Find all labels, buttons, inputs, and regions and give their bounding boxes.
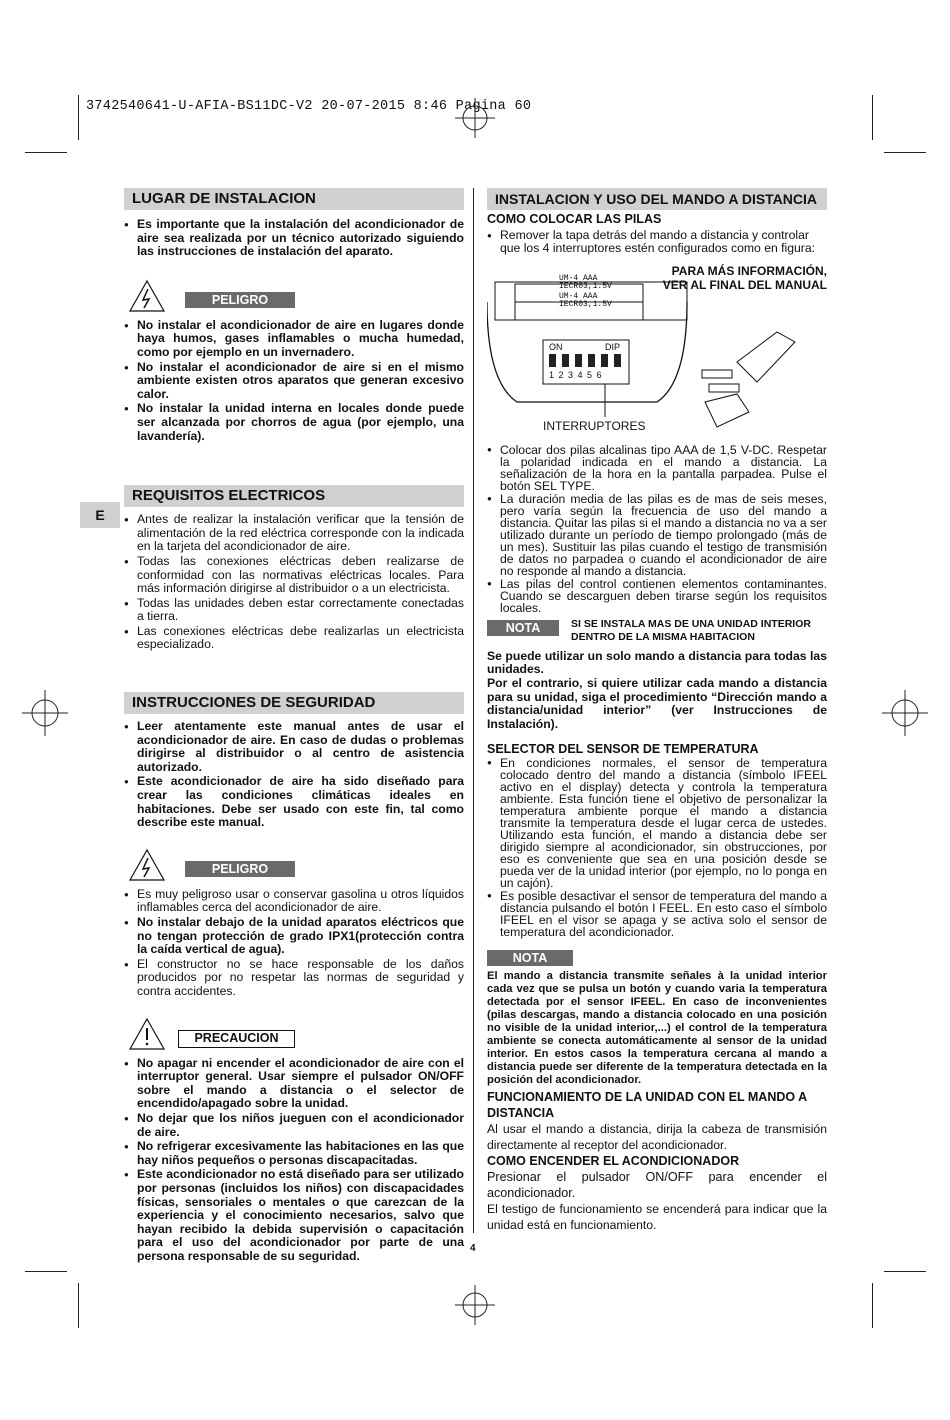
funcionamiento-body: Al usar el mando a distancia, dirija la cabeza de transmisión directamente al receptor del acondicionador. <box>487 1121 827 1152</box>
list-item: ● Las pilas del control contienen elementos contaminantes. Cuando se descarguen deben tirarse según los requisitos locales. <box>487 578 827 614</box>
right-column <box>487 188 827 1233</box>
list-item: ● Es importante que la instalación del acondicionador de aire sea realizada por un técnico autorizado siguiendo las instrucciones de instalación del aparato. <box>124 218 464 259</box>
list-item: ● No instalar la unidad interna en locales donde puede ser alcanzada por chorros de agua (por ejemplo, una lavandería). <box>124 402 464 443</box>
list-item: ● Antes de realizar la instalación verificar que la tensión de alimentación de la red eléctrica corresponde con la indicada en la tarjeta del acondicionador de aire. <box>124 513 464 554</box>
danger-label: PELIGRO <box>185 861 295 877</box>
list-item: ● No dejar que los niños jueguen con el acondicionador de aire. <box>124 1112 464 1139</box>
crop-mark <box>78 1283 79 1328</box>
list-item: ● No instalar el acondicionador de aire si en el mismo ambiente existen otros aparatos que generan excesivo calor. <box>124 361 464 402</box>
crop-mark <box>25 1271 67 1272</box>
column-divider <box>473 188 474 1233</box>
pilas-intro-list <box>487 229 827 256</box>
list-item: ● En condiciones normales, el sensor de temperatura colocado dentro del mando a distancia (símbolo IFEEL activo en el display) detecta y controla la temperatura ambiente. Esta función tiene el objetivo de personalizar la temperatura ambiente porque el mando a distancia transmite la temperatura desde el lugar cerca de ustedes. Utilizando esta función, el mando a distancia debe ser dirigido siempre al acondicionador, sin obstrucciones, por eso es conveniente que sea en una posición desde se pueda ver de la unidad interior (por ejemplo, no lo ponga en un cajón). <box>487 757 827 889</box>
list-item: ● No apagar ni encender el acondicionador de aire con el interruptor general. Usar siempre el pulsador ON/OFF sobre el mando a distancia o el selector de encendido/apagado sobre la unidad. <box>124 1057 464 1111</box>
list-item: ● No instalar debajo de la unidad aparatos eléctricos que no tengan protección de grado IPX1(protección contra la caída vertical de agua). <box>124 916 464 957</box>
list-item: ● Todas las unidades deben estar correctamente conectadas a tierra. <box>124 597 464 624</box>
caution-row <box>124 1017 464 1057</box>
battery-label: IECR03,1.5V <box>559 299 612 309</box>
left-column <box>124 188 464 1264</box>
nota-body: El mando a distancia transmite señales à la unidad interior cada vez que se pulsa un botón y cuando varia la temperatura detectada por el sensor IFEEL. En caso de inconvenientes (pilas descargas, mando a distancia colocado en una posición no visible de la unidad interior,...) el control de la temperatura ambiente se conecta automáticamente al sensor de la unidad interior. En estos casos la temperatura cercana al mando a distancia puede ser diferente de la temperatura detectada en la posición del acondicionador. <box>487 969 827 1086</box>
more-info-note: PARA MÁS INFORMACIÓN, VER AL FINAL DEL MANUAL <box>662 263 827 292</box>
registration-mark-right <box>882 690 928 736</box>
section-title-seguridad: INSTRUCCIONES DE SEGURIDAD <box>124 692 464 714</box>
exclamation-warning-icon <box>128 1017 166 1051</box>
crop-mark <box>78 95 79 140</box>
nota-body: Se puede utilizar un solo mando a distancia para todas las unidades. Por el contrario, si quiere utilizar cada mando a distancia para su unidad, siga el procedimiento “Dirección mando a distancia/unidad interior” (ver Instrucciones de Instalación). <box>487 648 827 731</box>
lugar-list <box>124 218 464 259</box>
switches-label: INTERRUPTORES <box>543 418 646 433</box>
dip-on-label: ON <box>549 341 563 352</box>
section-title-lugar: LUGAR DE INSTALACION <box>124 188 464 210</box>
caution-list <box>124 1057 464 1264</box>
list-item: ● Las conexiones eléctricas debe realizarlas un electricista especializado. <box>124 625 464 652</box>
list-item: ● Este acondicionador de aire ha sido diseñado para crear las condiciones climáticas ideales en habitaciones. Debe ser usado con este fin, tal como describe este manual. <box>124 775 464 829</box>
registration-mark-top <box>455 98 495 138</box>
list-item: ● Remover la tapa detrás del mando a distancia y controlar que los 4 interruptores estén configurados como en figura: <box>487 229 827 256</box>
nota-row <box>487 618 827 650</box>
registration-mark-left <box>22 690 68 736</box>
battery-label: IECR03,1.5V <box>559 281 612 291</box>
requisitos-list <box>124 513 464 652</box>
section-title-requisitos: REQUISITOS ELECTRICOS <box>124 485 464 507</box>
encender-body: El testigo de funcionamiento se encenderá para indicar que la unidad está en funcionamiento. <box>487 1201 827 1232</box>
nota-label: NOTA <box>487 950 573 966</box>
subtitle-sensor: SELECTOR DEL SENSOR DE TEMPERATURA <box>487 742 759 757</box>
caution-label: PRECAUCION <box>178 1030 295 1048</box>
list-item: ● Leer atentamente este manual antes de usar el acondicionador de aire. En caso de dudas o problemas dirigirse al distribuidor o al centro de asistencia autorizado. <box>124 720 464 774</box>
danger-row <box>124 279 464 319</box>
subtitle-pilas: COMO COLOCAR LAS PILAS <box>487 212 662 226</box>
list-item: ● Colocar dos pilas alcalinas tipo AAA de 1,5 V-DC. Respetar la polaridad indicada en el mando a distancia. La señalización de la hora en la pantalla parpadea. Pulse el botón SEL TYPE. <box>487 444 827 492</box>
print-header: 3742540641-U-AFIA-BS11DC-V2 20-07-2015 8:46 Pagina 60 <box>86 99 532 114</box>
battery-label: UM-4 AAA <box>559 291 598 301</box>
nota-heading: SI SE INSTALA MAS DE UNA UNIDAD INTERIOR DENTRO DE LA MISMA HABITACION <box>571 617 811 643</box>
lugar-warning-list <box>124 319 464 443</box>
list-item: ● Este acondicionador no está diseñado para ser utilizado por personas (incluidos los niños) con discapacidades físicas, sensoriales o mentales o que carezcan de la experiencia y el conocimiento necesarios, salvo que hayan recibido la debida supervisión o capacitación para el uso del acondicionador por parte de una persona responsable de su seguridad. <box>124 1168 464 1263</box>
registration-mark-bottom <box>455 1285 495 1325</box>
sensor-list <box>487 757 827 938</box>
section-title-mando: INSTALACION Y USO DEL MANDO A DISTANCIA <box>487 188 827 210</box>
danger-label: PELIGRO <box>185 292 295 308</box>
seguridad-warning-list <box>124 888 464 999</box>
list-item: ● No instalar el acondicionador de aire en lugares donde haya humos, gases inflamables o mucha humedad, como por ejemplo en un invernadero. <box>124 319 464 360</box>
crop-mark <box>25 152 67 153</box>
seguridad-list <box>124 720 464 830</box>
list-item: ● El constructor no se hace responsable de los daños producidos por no respetar las normas de seguridad y contra accidentes. <box>124 958 464 999</box>
list-item: ● La duración media de las pilas es de mas de seis meses, pero varía según la frecuencia de uso del mando a distancia. Quitar las pilas si el mando a distancia no va a ser utilizado durante un período de tiempo prolongado (más de un mes). Sustituir las pilas cuando el testigo de transmisión de datos no parpadea o cuando el acondicionador de aire no responde al mando a distancia. <box>487 493 827 577</box>
encender-body: Presionar el pulsador ON/OFF para encender el acondicionador. <box>487 1169 827 1200</box>
dip-numbers: 1 2 3 4 5 6 <box>549 369 603 380</box>
remote-battery-figure <box>487 262 827 444</box>
list-item: ● Todas las conexiones eléctricas deben realizarse de conformidad con las normativas eléctricas locales. Para más información dirigirse al distribuidor o a un electricista. <box>124 555 464 596</box>
dip-label: DIP <box>605 341 621 352</box>
list-item: ● No refrigerar excesivamente las habitaciones en las que hay niños pequeños o personas discapacitadas. <box>124 1140 464 1167</box>
list-item: ● Es muy peligroso usar o conservar gasolina u otros líquidos inflamables cerca del acondicionador de aire. <box>124 888 464 915</box>
page-number: 4 <box>470 1243 476 1254</box>
crop-mark <box>884 152 926 153</box>
language-tab: E <box>80 502 120 528</box>
electric-hazard-icon <box>128 848 166 882</box>
subtitle-encender: COMO ENCENDER EL ACONDICIONADOR <box>487 1153 740 1168</box>
pilas-list <box>487 444 827 614</box>
crop-mark <box>872 1283 873 1328</box>
electric-hazard-icon <box>128 279 166 313</box>
crop-mark <box>884 1271 926 1272</box>
battery-label: UM-4 AAA <box>559 273 598 283</box>
crop-mark <box>872 95 873 140</box>
danger-row <box>124 848 464 888</box>
nota-label: NOTA <box>487 620 559 636</box>
list-item: ● Es posible desactivar el sensor de temperatura del mando a distancia pulsando el botón I FEEL. En esto caso el símbolo IFEEL en el visor se apaga y se activa solo el sensor de temperatura del acondicionador. <box>487 890 827 938</box>
subtitle-funcionamiento: FUNCIONAMIENTO DE LA UNIDAD CON EL MANDO A DISTANCIA <box>487 1089 807 1120</box>
